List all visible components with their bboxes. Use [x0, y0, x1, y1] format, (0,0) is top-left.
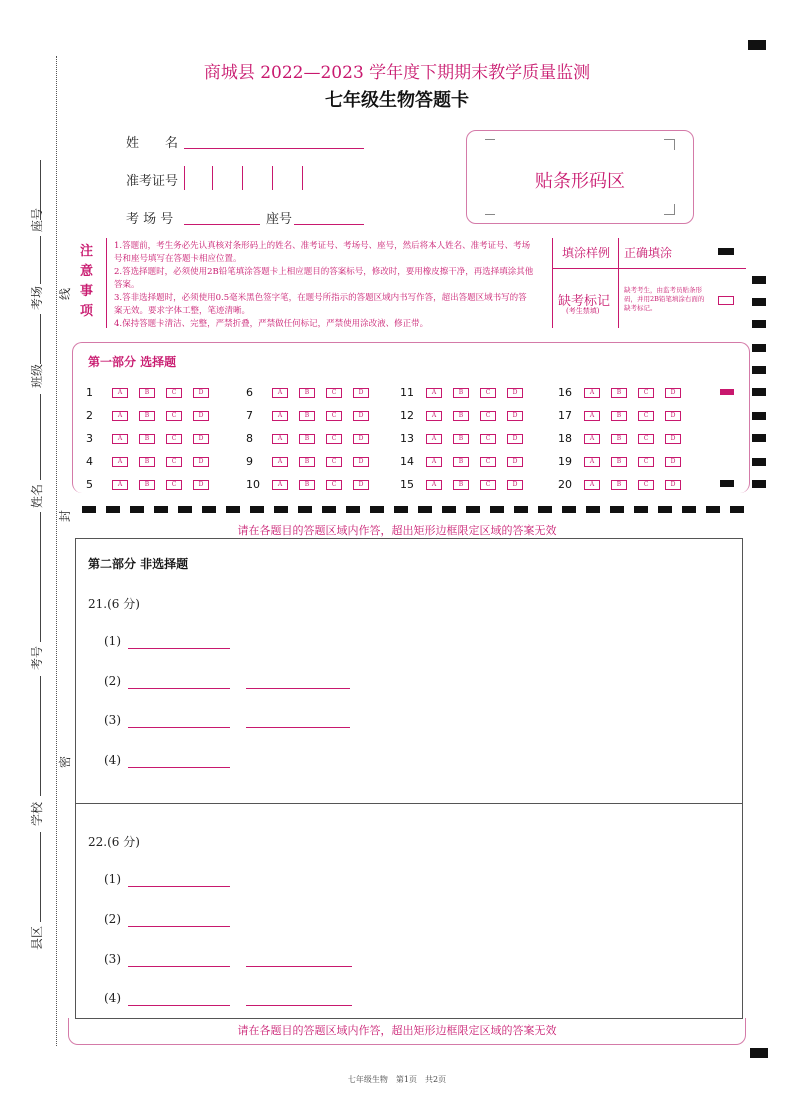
option-bubble-b[interactable]: B [139, 388, 155, 398]
option-bubble-c[interactable]: C [638, 411, 654, 421]
option-bubble-a[interactable]: A [112, 457, 128, 467]
barcode-area [466, 130, 694, 224]
question-row [558, 386, 692, 399]
question-number: 14 [400, 455, 414, 468]
question-row [246, 432, 380, 445]
option-bubble-c[interactable]: C [638, 480, 654, 490]
option-bubble-a[interactable]: A [584, 411, 600, 421]
timing-dash [178, 506, 192, 513]
exam-title: 商城县 2022—2023 学年度下期期末教学质量监测 [203, 63, 591, 83]
timing-dash [226, 506, 240, 513]
timing-dash [154, 506, 168, 513]
timing-dash [490, 506, 504, 513]
timing-dash [130, 506, 144, 513]
question-number: 3 [86, 432, 93, 445]
side-number-label: 考号 [30, 645, 44, 670]
question-row [400, 432, 534, 445]
part2-title: 第二部分 非选择题 [88, 557, 189, 571]
timing-mark [752, 412, 766, 420]
option-bubble-d[interactable]: D [665, 434, 681, 444]
q21-answer-line[interactable] [246, 727, 350, 728]
side-name-label: 姓名 [30, 483, 44, 508]
question-number: 6 [246, 386, 253, 399]
q21-sub-2: (2) [104, 674, 121, 688]
timing-dash [370, 506, 384, 513]
option-bubble-d[interactable]: D [507, 480, 523, 490]
option-bubble-b[interactable]: B [453, 457, 469, 467]
option-bubble-d[interactable]: D [507, 457, 523, 467]
card-subtitle: 七年级生物答题卡 [325, 90, 469, 111]
corner-mark [664, 204, 675, 215]
option-bubble-a[interactable]: A [584, 388, 600, 398]
timing-dash [442, 506, 456, 513]
option-bubble-c[interactable]: C [480, 434, 496, 444]
q22-answer-line[interactable] [128, 926, 230, 927]
option-bubble-d[interactable]: D [665, 457, 681, 467]
timing-mark [752, 388, 766, 396]
option-bubble-b[interactable]: B [299, 388, 315, 398]
option-bubble-c[interactable]: C [638, 457, 654, 467]
timing-dash [730, 506, 744, 513]
option-bubble-c[interactable]: C [326, 411, 342, 421]
side-fill-line[interactable] [40, 512, 41, 642]
question-number: 16 [558, 386, 572, 399]
notice-item: 1.答题前，考生务必先认真核对条形码上的姓名、准考证号、考场号、座号，然后将本人姓名、准考证号、考场号和座号填写在答题卡相应位置。 [114, 241, 531, 264]
question-row [86, 478, 220, 491]
question-number: 10 [246, 478, 260, 491]
option-bubble-d[interactable]: D [193, 457, 209, 467]
option-bubble-d[interactable]: D [665, 388, 681, 398]
barcode-label: 贴条形码区 [535, 171, 625, 192]
side-class-label: 班级 [30, 363, 44, 388]
corner-mark [664, 139, 675, 150]
question-row [246, 455, 380, 468]
option-bubble-d[interactable]: D [353, 480, 369, 490]
question-row [246, 386, 380, 399]
option-bubble-a[interactable]: A [584, 480, 600, 490]
q21-answer-line[interactable] [128, 767, 230, 768]
option-bubble-a[interactable]: A [426, 480, 442, 490]
option-bubble-a[interactable]: A [272, 411, 288, 421]
option-bubble-d[interactable]: D [665, 411, 681, 421]
question-number: 1 [86, 386, 93, 399]
timing-dash [586, 506, 600, 513]
timing-mark [752, 344, 766, 352]
timing-dash [610, 506, 624, 513]
option-bubble-b[interactable]: B [611, 480, 627, 490]
notice-item: 4.保持答题卡清洁、完整，严禁折叠，严禁做任何标记，严禁使用涂改液、修正带。 [114, 319, 429, 329]
option-bubble-c[interactable]: C [326, 434, 342, 444]
q22-answer-line[interactable] [246, 966, 352, 967]
part1-title: 第一部分 选择题 [88, 355, 177, 369]
option-bubble-b[interactable]: B [139, 411, 155, 421]
timing-dash [322, 506, 336, 513]
question-row [400, 455, 534, 468]
option-bubble-b[interactable]: B [453, 411, 469, 421]
option-bubble-b[interactable]: B [611, 388, 627, 398]
option-bubble-c[interactable]: C [166, 457, 182, 467]
q21-sub-4: (4) [104, 753, 121, 767]
side-line-label: 线 [58, 287, 72, 300]
q22-answer-line[interactable] [128, 886, 230, 887]
side-seat-label: 座号 [30, 207, 44, 232]
timing-dash [250, 506, 264, 513]
question-row [558, 478, 692, 491]
option-bubble-b[interactable]: B [611, 434, 627, 444]
option-bubble-d[interactable]: D [193, 388, 209, 398]
option-bubble-b[interactable]: B [299, 411, 315, 421]
question-number: 19 [558, 455, 572, 468]
part2-section-q21 [75, 538, 743, 804]
q21-answer-line[interactable] [128, 648, 230, 649]
binding-dotted-line [56, 56, 57, 1046]
name-label: 姓 名 [126, 136, 179, 151]
option-bubble-c[interactable]: C [166, 434, 182, 444]
ticket-digit-slot[interactable] [184, 166, 185, 190]
fill-sample-label: 填涂样例 [562, 246, 611, 260]
option-bubble-d[interactable]: D [193, 411, 209, 421]
room-field[interactable] [184, 210, 260, 225]
timing-mark [752, 276, 766, 284]
timing-dash [562, 506, 576, 513]
option-bubble-d[interactable]: D [665, 480, 681, 490]
side-fill-line[interactable] [40, 236, 41, 284]
option-bubble-a[interactable]: A [272, 457, 288, 467]
option-bubble-b[interactable]: B [453, 434, 469, 444]
option-bubble-a[interactable]: A [112, 388, 128, 398]
question-row [246, 478, 380, 491]
option-bubble-b[interactable]: B [453, 388, 469, 398]
side-school-label: 学校 [30, 801, 44, 826]
option-bubble-b[interactable]: B [453, 480, 469, 490]
option-bubble-d[interactable]: D [507, 411, 523, 421]
notice-heading [80, 242, 100, 322]
absent-checkbox[interactable] [718, 296, 734, 305]
q21-label: 21.(6 分) [88, 597, 140, 611]
q22-sub-4: (4) [104, 991, 121, 1005]
option-bubble-c[interactable]: C [480, 388, 496, 398]
notice-heading-char: 注 [80, 244, 94, 259]
question-row [558, 409, 692, 422]
question-number: 11 [400, 386, 414, 399]
notice-heading-char: 项 [80, 304, 94, 319]
q22-sub-2: (2) [104, 912, 121, 926]
q22-label: 22.(6 分) [88, 835, 140, 849]
timing-dash [514, 506, 528, 513]
sample-divider [618, 238, 619, 328]
sample-divider [552, 238, 553, 328]
option-bubble-b[interactable]: B [299, 457, 315, 467]
question-row [400, 409, 534, 422]
notice-item: 2.答选择题时，必须使用2B铅笔填涂答题卡上相应题目的答案标号，修改时，要用橡皮擦干净，再选择填涂其他答案。 [114, 267, 534, 290]
name-field[interactable] [184, 134, 364, 149]
question-number: 9 [246, 455, 253, 468]
notice-text [114, 240, 534, 331]
option-bubble-b[interactable]: B [139, 480, 155, 490]
question-number: 2 [86, 409, 93, 422]
option-bubble-b[interactable]: B [139, 434, 155, 444]
timing-dash [394, 506, 408, 513]
q22-answer-line[interactable] [246, 1005, 352, 1006]
option-bubble-a[interactable]: A [426, 411, 442, 421]
correct-fill-label: 正确填涂 [624, 246, 673, 260]
notice-item: 3.答非选择题时，必须使用0.5毫米黑色签字笔，在题号所指示的答题区域内书写作答，超出答题区域书写的答案无效。要求字体工整，笔迹清晰。 [114, 293, 527, 316]
notice-divider [106, 238, 107, 328]
timing-mark [752, 458, 766, 466]
q21-answer-line[interactable] [128, 688, 230, 689]
q21-answer-line[interactable] [246, 688, 350, 689]
timing-mark [752, 320, 766, 328]
absent-label: 缺考标记 [558, 294, 611, 309]
timing-dash [274, 506, 288, 513]
option-bubble-c[interactable]: C [638, 388, 654, 398]
q22-sub-1: (1) [104, 872, 121, 886]
absent-note: 缺考考生，由监考员贴条形码，并用2B铅笔填涂右面的缺考标记。 [624, 286, 705, 312]
option-bubble-d[interactable]: D [507, 388, 523, 398]
sample-hline [552, 268, 746, 269]
option-bubble-c[interactable]: C [326, 480, 342, 490]
q22-answer-line[interactable] [128, 966, 230, 967]
room-label: 考 场 号 [126, 212, 174, 227]
timing-mark [752, 434, 766, 442]
question-row [400, 478, 534, 491]
ticket-digit-slot[interactable] [212, 166, 213, 190]
registration-mark [750, 1048, 768, 1058]
option-bubble-c[interactable]: C [166, 411, 182, 421]
timing-mark [752, 480, 766, 488]
option-bubble-c[interactable]: C [480, 480, 496, 490]
side-room-label: 考场 [30, 285, 44, 310]
option-bubble-c[interactable]: C [166, 388, 182, 398]
option-bubble-c[interactable]: C [480, 457, 496, 467]
q21-sub-1: (1) [104, 634, 121, 648]
answer-warning: 请在各题目的答题区域内作答，超出矩形边框限定区域的答案无效 [237, 524, 557, 537]
question-number: 20 [558, 478, 572, 491]
timing-dash [634, 506, 648, 513]
timing-dash [658, 506, 672, 513]
question-number: 17 [558, 409, 572, 422]
timing-mark [752, 298, 766, 306]
option-bubble-b[interactable]: B [299, 434, 315, 444]
side-fill-line[interactable] [40, 394, 41, 480]
option-bubble-d[interactable]: D [353, 388, 369, 398]
side-fill-line[interactable] [40, 314, 41, 364]
timing-dash [538, 506, 552, 513]
question-row [86, 432, 220, 445]
option-bubble-a[interactable]: A [112, 434, 128, 444]
timing-dash [202, 506, 216, 513]
corner-mark [485, 139, 495, 150]
option-bubble-a[interactable]: A [272, 434, 288, 444]
option-bubble-d[interactable]: D [193, 434, 209, 444]
question-row [86, 455, 220, 468]
question-number: 13 [400, 432, 414, 445]
question-number: 15 [400, 478, 414, 491]
question-row [400, 386, 534, 399]
option-bubble-a[interactable]: A [272, 388, 288, 398]
option-bubble-d[interactable]: D [353, 434, 369, 444]
timing-mark [752, 366, 766, 374]
option-bubble-d[interactable]: D [193, 480, 209, 490]
option-bubble-a[interactable]: A [426, 457, 442, 467]
seat-label: 座号 [266, 212, 293, 227]
q21-answer-line[interactable] [128, 727, 230, 728]
option-bubble-a[interactable]: A [584, 457, 600, 467]
question-row [86, 386, 220, 399]
question-row [246, 409, 380, 422]
notice-heading-char: 意 [80, 264, 94, 279]
side-secret-label: 密 [58, 755, 72, 768]
timing-dash [466, 506, 480, 513]
timing-dash [106, 506, 120, 513]
question-row [86, 409, 220, 422]
question-number: 7 [246, 409, 253, 422]
q22-sub-3: (3) [104, 952, 121, 966]
correct-fill-mark [718, 248, 734, 255]
option-bubble-d[interactable]: D [507, 434, 523, 444]
part2-section-q22 [75, 802, 743, 1019]
q21-sub-3: (3) [104, 713, 121, 727]
answer-warning-bottom: 请在各题目的答题区域内作答，超出矩形边框限定区域的答案无效 [237, 1024, 557, 1037]
option-bubble-b[interactable]: B [299, 480, 315, 490]
option-bubble-a[interactable]: A [112, 480, 128, 490]
seat-field[interactable] [294, 210, 364, 225]
question-number: 8 [246, 432, 253, 445]
question-number: 12 [400, 409, 414, 422]
option-bubble-c[interactable]: C [480, 411, 496, 421]
side-fill-line[interactable] [40, 832, 41, 922]
option-bubble-a[interactable]: A [112, 411, 128, 421]
absent-sublabel: (考生禁填) [566, 307, 600, 315]
side-seal-label: 封 [58, 509, 72, 522]
option-bubble-b[interactable]: B [611, 457, 627, 467]
question-row [558, 455, 692, 468]
option-bubble-a[interactable]: A [426, 434, 442, 444]
question-number: 5 [86, 478, 93, 491]
question-number: 18 [558, 432, 572, 445]
option-bubble-d[interactable]: D [353, 457, 369, 467]
ticket-digit-slot[interactable] [242, 166, 243, 190]
option-bubble-c[interactable]: C [326, 457, 342, 467]
option-bubble-d[interactable]: D [353, 411, 369, 421]
ticket-label: 准考证号 [126, 174, 179, 189]
ticket-digit-slot[interactable] [272, 166, 273, 190]
side-fill-line[interactable] [40, 676, 41, 796]
timing-dash [682, 506, 696, 513]
side-county-label: 县区 [30, 925, 44, 950]
option-bubble-a[interactable]: A [426, 388, 442, 398]
registration-mark [748, 40, 766, 50]
question-row [558, 432, 692, 445]
timing-dash [418, 506, 432, 513]
corner-mark [485, 204, 495, 215]
option-bubble-a[interactable]: A [584, 434, 600, 444]
option-bubble-a[interactable]: A [272, 480, 288, 490]
timing-dash [82, 506, 96, 513]
timing-dash [706, 506, 720, 513]
option-bubble-c[interactable]: C [326, 388, 342, 398]
option-bubble-c[interactable]: C [638, 434, 654, 444]
notice-heading-char: 事 [80, 284, 94, 299]
page-footer: 七年级生物 第1页 共2页 [347, 1075, 447, 1084]
question-number: 4 [86, 455, 93, 468]
option-bubble-c[interactable]: C [166, 480, 182, 490]
option-bubble-b[interactable]: B [611, 411, 627, 421]
q22-answer-line[interactable] [128, 1005, 230, 1006]
option-bubble-b[interactable]: B [139, 457, 155, 467]
ticket-digit-slot[interactable] [302, 166, 303, 190]
timing-dash [346, 506, 360, 513]
timing-dash [298, 506, 312, 513]
